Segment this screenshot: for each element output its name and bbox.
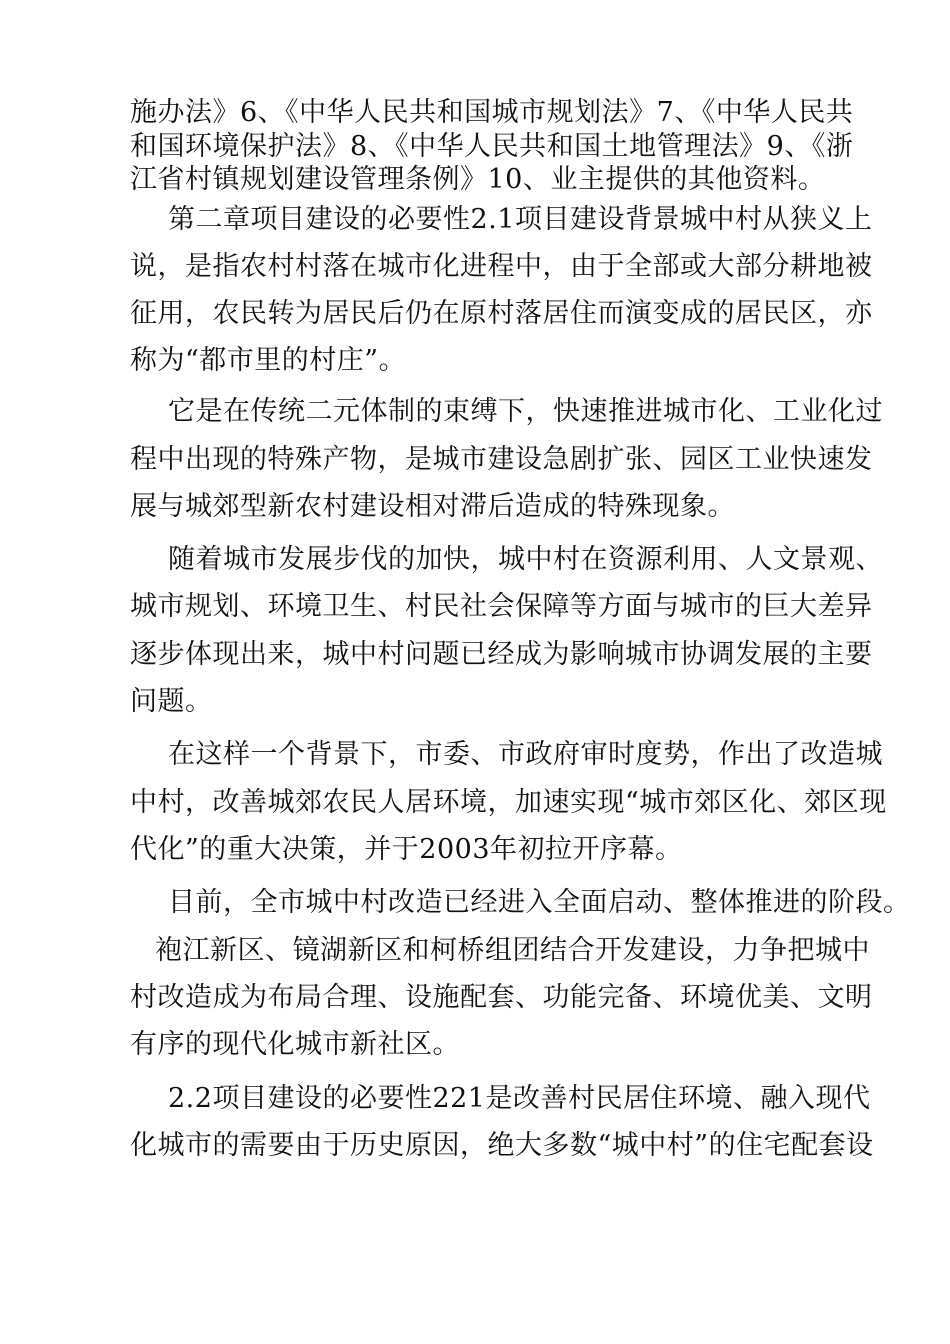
paragraph-line: 村改造成为布局合理、设施配套、功能完备、环境优美、文明 <box>130 982 873 1013</box>
paragraph-line: 逐步体现出来，城中村问题已经成为影响城市协调发展的主要 <box>130 639 873 670</box>
paragraph-line: 随着城市发展步伐的加快，城中村在资源利用、人文景观、 <box>168 544 883 575</box>
paragraph-line: 代化”的重大决策，并于2003年初拉开序幕。 <box>130 834 683 865</box>
paragraph-line: 中村，改善城郊农民人居环境，加速实现“城市郊区化、郊区现 <box>130 787 887 818</box>
paragraph-line: 说，是指农村村落在城市化进程中，由于全部或大部分耕地被 <box>130 251 873 282</box>
paragraph-line: 程中出现的特殊产物，是城市建设急剧扩张、园区工业快速发 <box>130 444 873 475</box>
paragraph-line: 问题。 <box>130 686 213 717</box>
paragraph-line: 江省村镇规划建设管理条例》10、业主提供的其他资料。 <box>130 164 826 195</box>
paragraph-line: 2.2项目建设的必要性221是改善村民居住环境、融入现代 <box>168 1083 871 1114</box>
paragraph-line: 它是在传统二元体制的束缚下，快速推进城市化、工业化过 <box>168 396 883 427</box>
paragraph-line: 化城市的需要由于历史原因，绝大多数“城中村”的住宅配套设 <box>130 1130 874 1161</box>
paragraph-line: 城市规划、环境卫生、村民社会保障等方面与城市的巨大差异 <box>130 591 873 622</box>
paragraph-line: 施办法》6、《中华人民共和国城市规划法》7、《中华人民共 <box>130 97 854 128</box>
paragraph-line: 征用，农民转为居民后仍在原村落居住而演变成的居民区，亦 <box>130 298 873 329</box>
paragraph-line: 称为“都市里的村庄”。 <box>130 345 407 376</box>
paragraph-line: 目前，全市城中村改造已经进入全面启动、整体推进的阶段。 <box>168 887 911 918</box>
paragraph-line: 第二章项目建设的必要性2.1项目建设背景城中村从狭义上 <box>168 204 873 235</box>
paragraph-line: 在这样一个背景下，市委、市政府审时度势，作出了改造城 <box>168 739 883 770</box>
paragraph-line: 袍江新区、镜湖新区和柯桥组团结合开发建设，力争把城中 <box>155 935 870 966</box>
paragraph-line: 和国环境保护法》8、《中华人民共和国土地管理法》9、《浙 <box>130 131 854 162</box>
paragraph-line: 有序的现代化城市新社区。 <box>130 1029 460 1060</box>
paragraph-line: 展与城郊型新农村建设相对滞后造成的特殊现象。 <box>130 491 735 522</box>
